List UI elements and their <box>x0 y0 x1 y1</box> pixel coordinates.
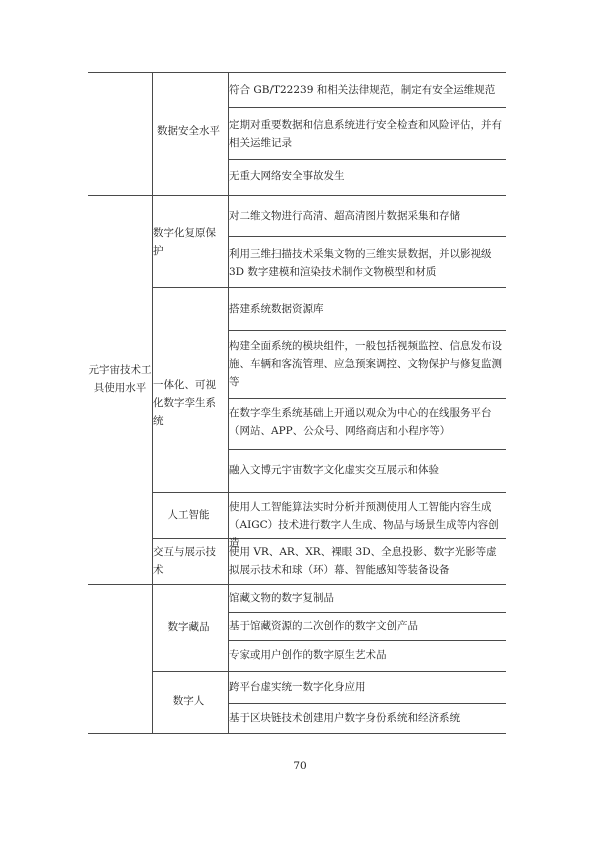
item-cell: 使用 VR、AR、XR、裸眼 3D、全息投影、数字光影等虚拟展示技术和球（环）幕、智能感知等装备设备 <box>229 546 497 576</box>
row-divider <box>228 330 506 331</box>
row-divider <box>228 612 506 613</box>
item-cell: 融入文博元宇宙数字文化虚实交互展示和体验 <box>229 464 439 476</box>
page-number: 70 <box>293 760 307 772</box>
category-cell: 一体化、可视化数字孪生系统 <box>153 379 216 427</box>
dimension-cell: 元宇宙技术工具使用水平 <box>88 364 152 394</box>
item-cell: 基于区块链技术创建用户数字身份系统和经济系统 <box>229 712 460 724</box>
section-divider <box>152 671 506 672</box>
category-cell: 交互与展示技术 <box>153 546 216 576</box>
item-cell: 构建全面系统的模块组件，一般包括视频监控、信息发布设施、车辆和客流管理、应急预案调控、文物保护与修复监测等 <box>229 340 502 388</box>
item-cell: 专家或用户创作的数字原生艺术品 <box>229 649 387 661</box>
category-cell: 人工智能 <box>167 509 210 521</box>
item-cell: 对二维文物进行高清、超高清图片数据采集和存储 <box>229 210 460 222</box>
row-divider <box>228 107 506 108</box>
item-cell: 使用人工智能算法实时分析并预测使用人工智能内容生成（AIGC）技术进行数字人生成、物品与场景生成等内容创造 <box>229 501 499 549</box>
group-divider <box>88 195 506 196</box>
item-cell: 无重大网络安全事故发生 <box>229 170 345 182</box>
item-cell: 在数字孪生系统基础上开通以观众为中心的在线服务平台（网站、APP、公众号、网络商店和小程序等） <box>229 407 492 437</box>
item-cell: 基于馆藏资源的二次创作的数字文创产品 <box>229 620 418 632</box>
row-divider <box>228 236 506 237</box>
row-divider <box>228 398 506 399</box>
row-divider <box>228 159 506 160</box>
section-divider <box>152 492 506 493</box>
category-cell: 数字人 <box>172 695 205 707</box>
item-cell: 利用三维扫描技术采集文物的三维实景数据，并以影视级 3D 数字建模和渲染技术制作文物模型和材质 <box>229 248 492 278</box>
section-divider <box>152 287 506 288</box>
category-cell: 数据安全水平 <box>157 125 220 137</box>
row-divider <box>228 703 506 704</box>
row-divider <box>228 449 506 450</box>
item-cell: 符合 GB/T22239 和相关法律规范，制定有安全运维规范 <box>229 84 496 96</box>
category-cell: 数字藏品 <box>167 621 210 633</box>
category-cell: 数字化复原保护 <box>153 227 216 257</box>
table-bottom-border <box>88 733 506 734</box>
group-divider <box>88 584 506 585</box>
item-cell: 定期对重要数据和信息系统进行安全检查和风险评估，并有相关运维记录 <box>229 119 502 149</box>
table-top-border <box>88 72 506 73</box>
item-cell: 跨平台虚实统一数字化身应用 <box>229 681 366 693</box>
row-divider <box>228 640 506 641</box>
item-cell: 搭建系统数据资源库 <box>229 303 324 315</box>
item-cell: 馆藏文物的数字复制品 <box>229 592 334 604</box>
